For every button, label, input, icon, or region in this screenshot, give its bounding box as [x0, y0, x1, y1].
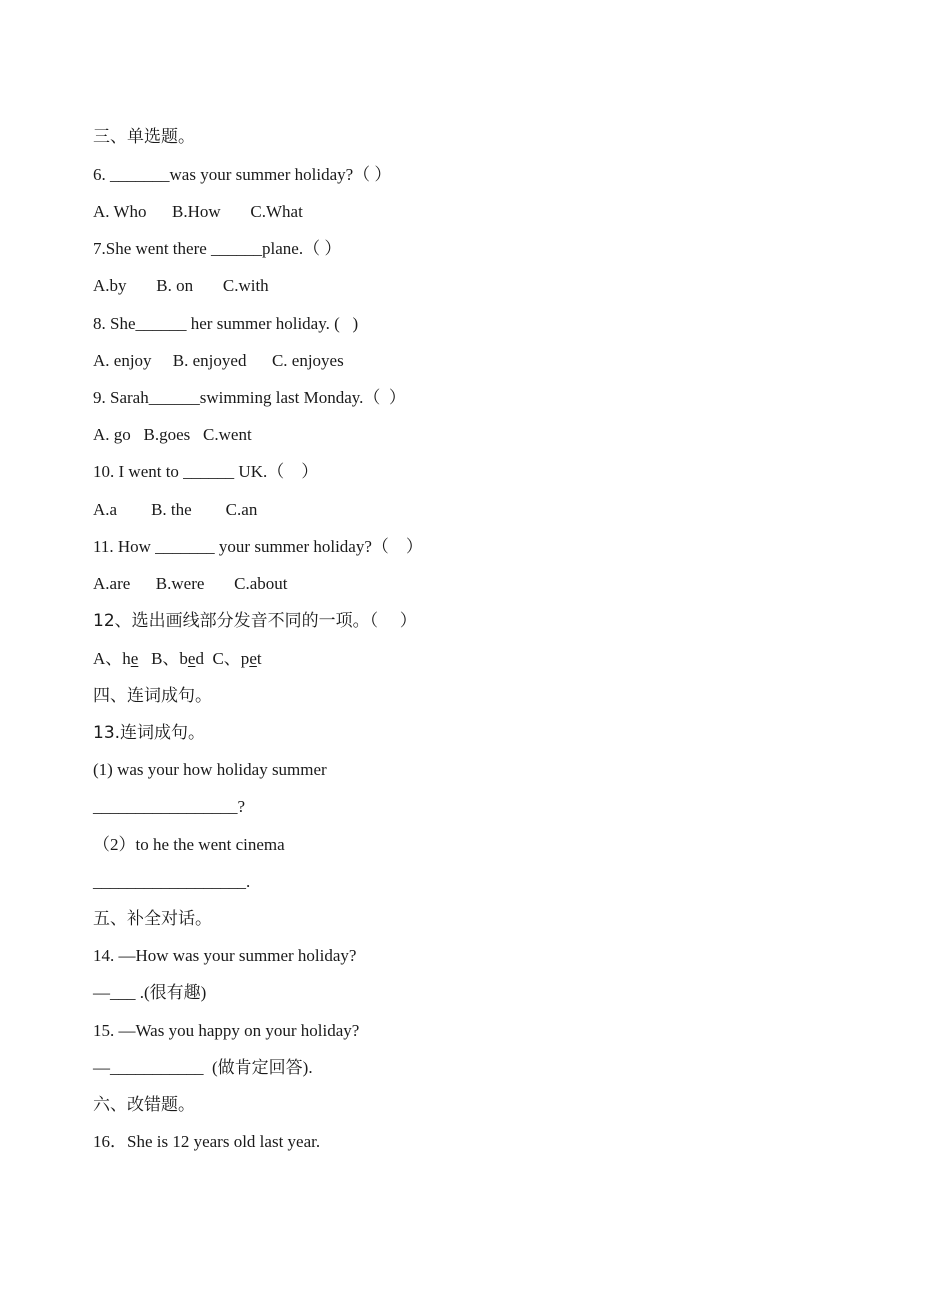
option-c-underlined: e	[249, 649, 257, 668]
section-heading-dialogue: 五、补全对话。	[93, 909, 212, 929]
question-6-stem: 6. _______was your summer holiday?（ ）	[93, 165, 392, 184]
question-12-stem: 12、选出画线部分发音不同的一项。（ ）	[93, 611, 417, 631]
question-6-options: A. Who B.How C.What	[93, 202, 303, 221]
question-11-options: A.are B.were C.about	[93, 574, 288, 593]
question-7-options: A.by B. on C.with	[93, 276, 269, 295]
question-8-options: A. enjoy B. enjoyed C. enjoyes	[93, 351, 344, 370]
question-15-stem: 15. —Was you happy on your holiday?	[93, 1021, 360, 1040]
option-c-suffix: t	[256, 649, 262, 668]
option-c-prefix: d C、p	[195, 649, 250, 668]
section-heading-error-correction: 六、改错题。	[93, 1095, 195, 1115]
question-13-part-2: （2）to he the went cinema	[93, 835, 285, 854]
question-10-stem: 10. I went to ______ UK.（ ）	[93, 462, 319, 481]
question-9-stem: 9. Sarah______swimming last Monday.（ ）	[93, 388, 406, 407]
question-13-stem: 13.连词成句。	[93, 723, 206, 743]
question-13-part-1-answer: _________________?	[93, 797, 246, 816]
question-16-stem: 16．She is 12 years old last year.	[93, 1132, 321, 1151]
option-a-prefix: A、h	[93, 649, 131, 668]
question-12-options	[93, 648, 262, 670]
option-a-underlined: e	[130, 649, 139, 668]
section-heading-single-choice: 三、单选题。	[93, 127, 195, 147]
question-13-part-2-answer: __________________.	[93, 872, 251, 891]
question-14-answer: —___ .(很有趣)	[93, 983, 207, 1002]
option-b-prefix: B、b	[138, 649, 188, 668]
question-8-stem: 8. She______ her summer holiday. ( )	[93, 314, 359, 333]
option-b-underlined: e	[187, 649, 196, 668]
question-14-stem: 14. —How was your summer holiday?	[93, 946, 357, 965]
question-11-stem: 11. How _______ your summer holiday?（ ）	[93, 537, 423, 556]
question-15-answer: —___________ (做肯定回答).	[93, 1058, 313, 1077]
question-7-stem: 7.She went there ______plane.（ ）	[93, 239, 342, 258]
question-10-options: A.a B. the C.an	[93, 500, 258, 519]
section-heading-word-order: 四、连词成句。	[93, 686, 212, 706]
question-9-options: A. go B.goes C.went	[93, 425, 252, 444]
question-13-part-1: (1) was your how holiday summer	[93, 760, 327, 779]
